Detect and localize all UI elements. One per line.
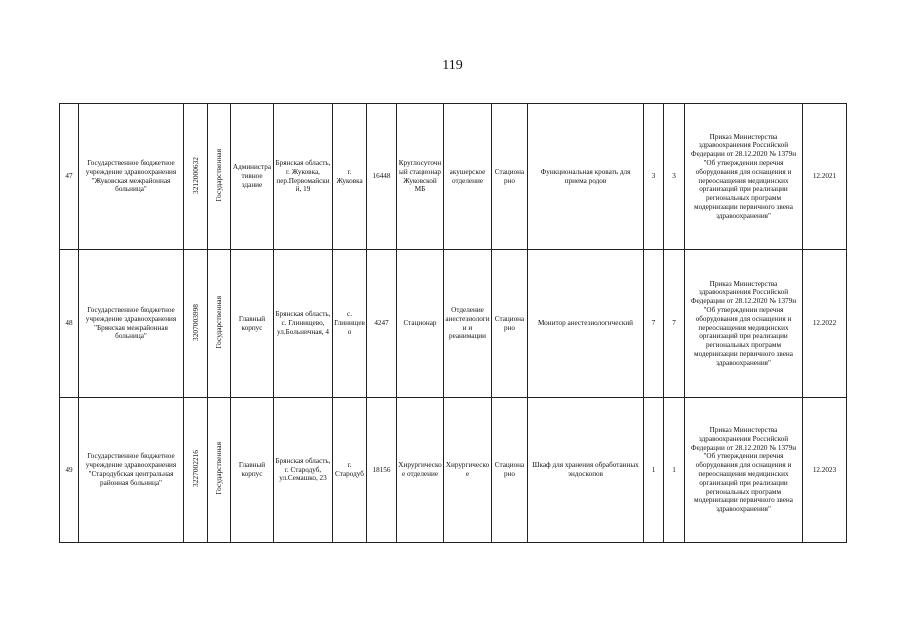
page-number: 119 <box>442 58 463 73</box>
quantity-required: 3 <box>644 104 664 250</box>
row-number: 49 <box>60 398 79 543</box>
address: Брянская область, с. Глинищево, ул.Больничная, 4 <box>274 250 333 398</box>
locality: г. Стародуб <box>333 398 367 543</box>
ownership: Государственная <box>214 295 224 349</box>
legal-basis: Приказ Министерства здравоохранения Российской Федерации от 28.12.2020 № 1379н "Об утверждении перечня оборудования для оснащения и переоснащения медицинских организаций при реализации региональных программ модернизации первичного звена здравоохранения" <box>685 250 803 398</box>
equipment: Шкаф для хранения обработанных эндоскопов <box>528 398 644 543</box>
locality: с. Глинищево <box>333 250 367 398</box>
care-type: Стационарно <box>492 250 528 398</box>
delivery-date: 12.2022 <box>803 250 847 398</box>
table-row <box>60 104 847 250</box>
legal-basis: Приказ Министерства здравоохранения Российской Федерации от 28.12.2020 № 1379н "Об утверждении перечня оборудования для оснащения и переоснащения медицинских организаций при реализации региональных программ модернизации первичного звена здравоохранения" <box>685 398 803 543</box>
organization-name: Государственное бюджетное учреждение здравоохранения "Брянская межрайонная больница" <box>79 250 184 398</box>
ownership-cell <box>208 250 231 398</box>
quantity-required: 7 <box>644 250 664 398</box>
equipment-registry-table <box>59 103 847 543</box>
department: Хирургическое <box>444 398 492 543</box>
inn: 3212000632 <box>190 156 200 194</box>
care-type: Стационарно <box>492 398 528 543</box>
inn: 3227002216 <box>190 450 200 488</box>
quantity-planned: 3 <box>664 104 685 250</box>
inn-cell <box>184 104 208 250</box>
quantity-planned: 7 <box>664 250 685 398</box>
address: Брянская область, г. Жуковка, пер.Первомайский, 19 <box>274 104 333 250</box>
facility: Стационар <box>397 250 444 398</box>
ownership: Государственная <box>214 442 224 495</box>
area: 4247 <box>367 250 397 398</box>
building: Административное здание <box>231 104 274 250</box>
table-row <box>60 398 847 543</box>
row-number: 47 <box>60 104 79 250</box>
department: акушерское отделение <box>444 104 492 250</box>
building: Главный корпус <box>231 250 274 398</box>
quantity-required: 1 <box>644 398 664 543</box>
ownership-cell <box>208 398 231 543</box>
department: Отделение анестезиологии и реанимации <box>444 250 492 398</box>
ownership: Государственная <box>214 148 224 202</box>
equipment: Функциональная кровать для приема родов <box>528 104 644 250</box>
organization-name: Государственное бюджетное учреждение здравоохранения "Стародубская центральная районная больница" <box>79 398 184 543</box>
equipment: Монитор анестезиологический <box>528 250 644 398</box>
area: 16448 <box>367 104 397 250</box>
row-number: 48 <box>60 250 79 398</box>
inn: 3207003998 <box>190 303 200 341</box>
area: 18156 <box>367 398 397 543</box>
facility: Хирургическое отделение <box>397 398 444 543</box>
address: Брянская область, г. Стародуб, ул.Семашко, 23 <box>274 398 333 543</box>
organization-name: Государственное бюджетное учреждение здравоохранения "Жуковская межрайонная больница" <box>79 104 184 250</box>
care-type: Стационарно <box>492 104 528 250</box>
facility: Круглосуточный стационар Жуковской МБ <box>397 104 444 250</box>
locality: г. Жуковка <box>333 104 367 250</box>
legal-basis: Приказ Министерства здравоохранения Российской Федерации от 28.12.2020 № 1379н "Об утверждении перечня оборудования для оснащения и переоснащения медицинских организаций при реализации региональных программ модернизации первичного звена здравоохранения" <box>685 104 803 250</box>
quantity-planned: 1 <box>664 398 685 543</box>
building: Главный корпус <box>231 398 274 543</box>
delivery-date: 12.2023 <box>803 398 847 543</box>
table-row <box>60 250 847 398</box>
inn-cell <box>184 250 208 398</box>
delivery-date: 12.2021 <box>803 104 847 250</box>
inn-cell <box>184 398 208 543</box>
ownership-cell <box>208 104 231 250</box>
